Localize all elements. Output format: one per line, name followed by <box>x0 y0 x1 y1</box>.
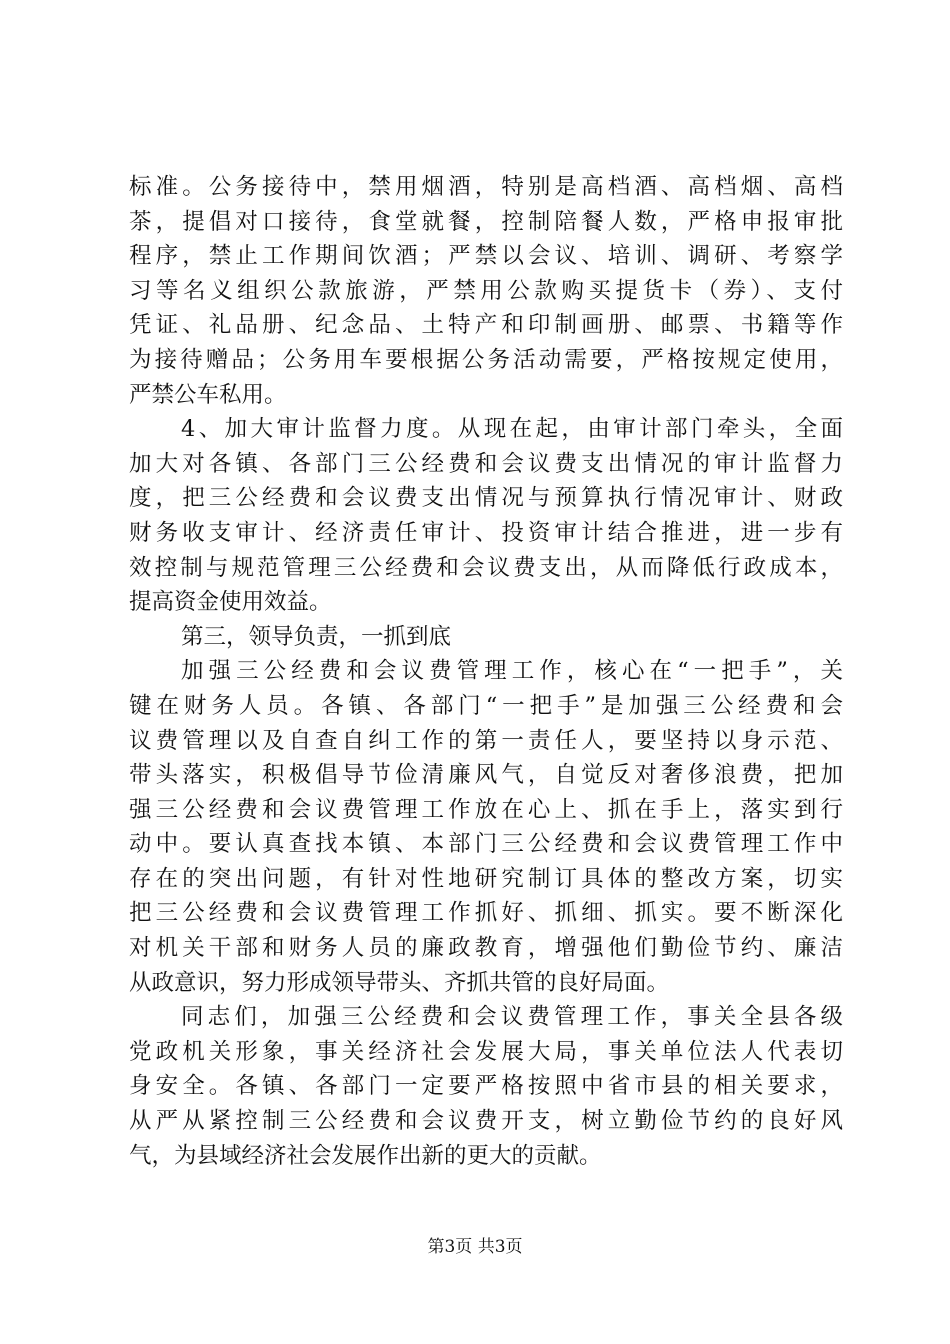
text-line: 凭证、礼品册、纪念品、土特产和印制画册、邮票、书籍等作 <box>129 312 843 339</box>
body-text <box>129 170 843 1173</box>
text-line: 身安全。各镇、各部门一定要严格按照中省市县的相关要求， <box>129 1073 843 1100</box>
text-line: 第三，领导负责，一抓到底 <box>181 623 452 650</box>
text-line: 强三公经费和会议费管理工作放在心上、抓在手上，落实到行 <box>129 796 843 823</box>
text-line: 气，为县域经济社会发展作出新的更大的贡献。 <box>129 1142 602 1169</box>
text-line: 议费管理以及自查自纠工作的第一责任人，要坚持以身示范、 <box>129 727 843 754</box>
text-line: 从政意识，努力形成领导带头、齐抓共管的良好局面。 <box>129 969 670 996</box>
text-line: 党政机关形象，事关经济社会发展大局，事关单位法人代表切 <box>129 1038 843 1065</box>
text-line: 键在财务人员。各镇、各部门“一把手”是加强三公经费和会 <box>129 692 843 719</box>
text-line: 带头落实，积极倡导节俭清廉风气，自觉反对奢侈浪费，把加 <box>129 762 843 789</box>
text-line: 同志们，加强三公经费和会议费管理工作，事关全县各级 <box>181 1004 843 1031</box>
text-line: 严禁公车私用。 <box>129 381 287 408</box>
text-line: 对机关干部和财务人员的廉政教育，增强他们勤俭节约、廉洁 <box>129 935 843 962</box>
text-line: 4、加大审计监督力度。从现在起，由审计部门牵头，全面 <box>181 416 843 443</box>
text-line: 加大对各镇、各部门三公经费和会议费支出情况的审计监督力 <box>129 450 843 477</box>
text-line: 标准。公务接待中，禁用烟酒，特别是高档酒、高档烟、高档 <box>129 174 843 200</box>
text-line: 存在的突出问题，有针对性地研究制订具体的整改方案，切实 <box>129 865 843 892</box>
text-line: 动中。要认真查找本镇、本部门三公经费和会议费管理工作中 <box>129 831 843 858</box>
text-line: 提高资金使用效益。 <box>129 589 332 616</box>
text-line: 财务收支审计、经济责任审计、投资审计结合推进，进一步有 <box>129 519 843 546</box>
text-line: 加强三公经费和会议费管理工作，核心在“一把手”，关 <box>181 658 843 685</box>
text-line: 为接待赠品；公务用车要根据公务活动需要，严格按规定使用， <box>129 346 843 373</box>
text-line: 度，把三公经费和会议费支出情况与预算执行情况审计、财政 <box>129 485 843 512</box>
text-line: 茶，提倡对口接待，食堂就餐，控制陪餐人数，严格申报审批 <box>129 208 843 235</box>
text-line: 把三公经费和会议费管理工作抓好、抓细、抓实。要不断深化 <box>129 900 843 927</box>
text-line: 习等名义组织公款旅游，严禁用公款购买提货卡（券）、支付 <box>129 277 843 304</box>
text-line: 效控制与规范管理三公经费和会议费支出，从而降低行政成本， <box>129 554 843 581</box>
text-line: 程序，禁止工作期间饮酒；严禁以会议、培训、调研、考察学 <box>129 243 843 270</box>
text-line: 从严从紧控制三公经费和会议费开支，树立勤俭节约的良好风 <box>129 1108 843 1135</box>
page-footer: 第3页 共3页 <box>427 1237 523 1257</box>
